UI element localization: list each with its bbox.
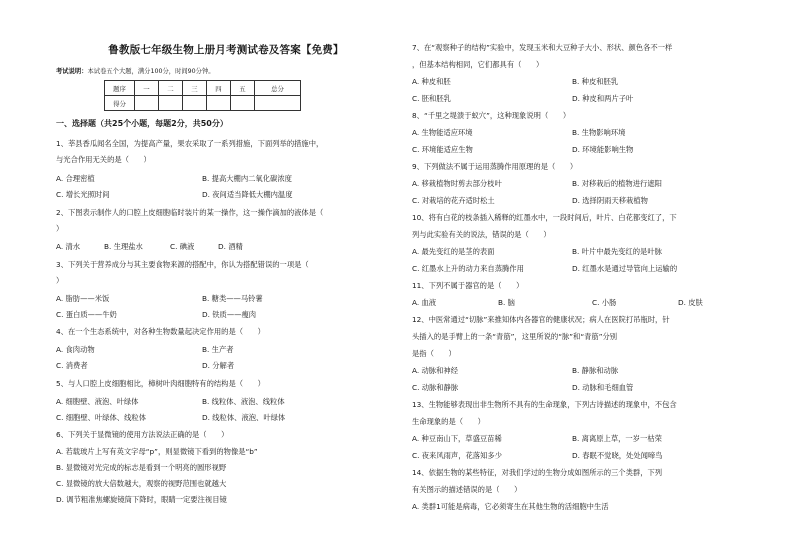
option: D. 红墨水是通过导管向上运输的: [572, 264, 678, 273]
question-line: 是指（ ）: [412, 349, 456, 358]
table-cell: 三: [183, 81, 207, 96]
exam-note: [56, 66, 215, 75]
question-line: 10、将有白花的枝条插入稀释的红墨水中，一段时间后，叶片、白花都变红了，下: [412, 213, 677, 222]
table-cell: 二: [159, 81, 183, 96]
question-line: 2、下图表示制作人的口腔上皮细胞临时装片的某一操作，这一操作滴加的液体是（: [56, 208, 324, 217]
question-line: 11、下列不属于器官的是（ ）: [412, 281, 524, 290]
section-heading: 一、选择题（共25个小题，每题2分，共50分）: [56, 119, 228, 128]
option: A. 合理密植: [56, 174, 95, 183]
option: C. 蛋白质——牛奶: [56, 310, 117, 319]
option: C. 细胞壁、叶绿体、线粒体: [56, 413, 146, 422]
option: B. 生理盐水: [104, 242, 143, 251]
option: C. 环境能适应生物: [412, 145, 473, 154]
table-cell: 四: [207, 81, 231, 96]
option: D. 春眠不觉晓，处处闻啼鸟: [572, 451, 663, 460]
score-cell[interactable]: [135, 96, 159, 111]
option: B. 叶片中最先变红的是叶脉: [572, 247, 662, 256]
option: C. 胚和胚乳: [412, 94, 451, 103]
option: A. 若载玻片上写有英文字母“p”，则显微镜下看到的物像是“b”: [56, 447, 258, 456]
question-line: ，但基本结构相同，它们都具有（ ）: [412, 60, 544, 69]
option: A. 最先变红的是茎的表面: [412, 247, 495, 256]
option: B. 对移栽后的植物进行遮阳: [572, 179, 662, 188]
note-text: 本试卷五个大题，满分100分，时间90分钟。: [87, 68, 215, 75]
option: D. 环境能影响生物: [572, 145, 634, 154]
option: C. 消费者: [56, 361, 88, 370]
option: D. 分解者: [202, 361, 235, 370]
option: D. 选择阴雨天移栽植物: [572, 196, 648, 205]
question-line: 12、中医常通过“切脉”来推知体内各器官的健康状况；病人在医院打吊瓶时，针: [412, 315, 670, 324]
question-line: 1、莘县香瓜闻名全国，为提高产量，果农采取了一系列措施，下面列举的措施中，: [56, 139, 324, 148]
question-line: 列与此实验有关的说法，错误的是（ ）: [412, 230, 551, 239]
question-line: 有关图示的描述错误的是（ ）: [412, 485, 522, 494]
table-cell: 总分: [255, 81, 301, 96]
question-line: 3、下列关于营养成分与其主要食物来源的搭配中，你认为搭配错误的一项是（: [56, 260, 309, 269]
table-cell: 五: [231, 81, 255, 96]
question-line: 生命现象的是（ ）: [412, 417, 485, 426]
option: C. 对栽培的花卉适时松土: [412, 196, 495, 205]
option: C. 小肠: [592, 298, 617, 307]
option: D. 种皮和两片子叶: [572, 94, 634, 103]
option: B. 离离原上草，一岁一枯荣: [572, 434, 662, 443]
option: B. 线粒体、液泡、线粒体: [202, 397, 285, 406]
option: B. 提高大棚内二氧化碳浓度: [202, 174, 292, 183]
question-line: ）: [56, 276, 64, 285]
score-cell[interactable]: [183, 96, 207, 111]
option: B. 生物影响环境: [572, 128, 626, 137]
option: D. 线粒体、液泡、叶绿体: [202, 413, 286, 422]
page-title: 鲁教版七年级生物上册月考测试卷及答案【免费】: [108, 44, 344, 56]
score-table: [104, 80, 301, 111]
option: A. 细胞壁、液泡、叶绿体: [56, 397, 139, 406]
option: A. 动脉和神经: [412, 366, 458, 375]
option: D. 皮肤: [678, 298, 703, 307]
option: C. 动脉和静脉: [412, 383, 459, 392]
option: C. 增长光照时间: [56, 190, 110, 199]
question-line: 5、与人口腔上皮细胞相比，樟树叶肉细胞特有的结构是（ ）: [56, 379, 265, 388]
question-line: 7、在“观察种子的结构”实验中，发现玉米和大豆种子大小、形状、颜色各不一样: [412, 43, 673, 52]
option: B. 显微镜对光完成的标志是看到一个明亮的圆形视野: [56, 463, 227, 472]
option: D. 酒精: [218, 242, 243, 251]
note-prefix: 考试说明：: [56, 68, 88, 75]
question-line: 9、下列做法不属于运用蒸腾作用原理的是（ ）: [412, 162, 578, 171]
option: A. 种皮和胚: [412, 77, 451, 86]
option: A. 清水: [56, 242, 81, 251]
table-cell: 一: [135, 81, 159, 96]
score-cell[interactable]: [207, 96, 231, 111]
option: A. 类群1可能是病毒，它必须寄生在其他生物的活细胞中生活: [412, 502, 609, 511]
option: A. 血液: [412, 298, 437, 307]
option: D. 动脉和毛细血管: [572, 383, 634, 392]
score-table-score-row: [105, 96, 301, 111]
option: D. 夜间适当降低大棚内温度: [202, 190, 293, 199]
option: B. 糖类——马铃薯: [202, 294, 263, 303]
option: A. 移栽植物时剪去部分枝叶: [412, 179, 502, 188]
option: C. 碘液: [170, 242, 195, 251]
question-line: ）: [56, 224, 64, 233]
option: B. 种皮和胚乳: [572, 77, 619, 86]
question-line: 6、下列关于显微镜的使用方法说法正确的是（ ）: [56, 430, 229, 439]
score-cell[interactable]: [159, 96, 183, 111]
option: B. 静脉和动脉: [572, 366, 619, 375]
score-table-header-row: [105, 81, 301, 96]
question-line: 与光合作用无关的是（ ）: [56, 155, 151, 164]
option: A. 食肉动物: [56, 345, 95, 354]
option: B. 脑: [498, 298, 515, 307]
table-cell: 题序: [105, 81, 135, 96]
question-line: 13、生物能够表现出非生物所不具有的生命现象，下列古诗描述的现象中，不包含: [412, 400, 677, 409]
option: A. 种豆南山下，草盛豆苗稀: [412, 434, 502, 443]
option: A. 生物能适应环境: [412, 128, 473, 137]
option: C. 夜来风雨声，花落知多少: [412, 451, 502, 460]
score-cell[interactable]: [231, 96, 255, 111]
question-line: 头插入的是手臂上的一条“青筋”，这里所说的“脉”和“青筋”分别: [412, 332, 618, 341]
option: C. 显微镜的放大倍数越大，观察的视野范围也就越大: [56, 479, 227, 488]
table-cell: 得分: [105, 96, 135, 111]
question-line: 8、“千里之堤溃于蚁穴”，这种现象说明（ ）: [412, 111, 571, 120]
option: A. 脂肪——米饭: [56, 294, 110, 303]
option: B. 生产者: [202, 345, 234, 354]
question-line: 4、在一个生态系统中，对各种生物数量起决定作用的是（ ）: [56, 327, 265, 336]
score-cell[interactable]: [255, 96, 301, 111]
option: D. 铁质——瘦肉: [202, 310, 257, 319]
option: C. 红墨水上升的动力来自蒸腾作用: [412, 264, 524, 273]
option: D. 调节粗准焦螺旋镜筒下降时，眼睛一定要注视目镜: [56, 495, 227, 504]
question-line: 14、依据生物的某些特征，对我们学过的生物分成如图所示的三个类群，下列: [412, 468, 663, 477]
